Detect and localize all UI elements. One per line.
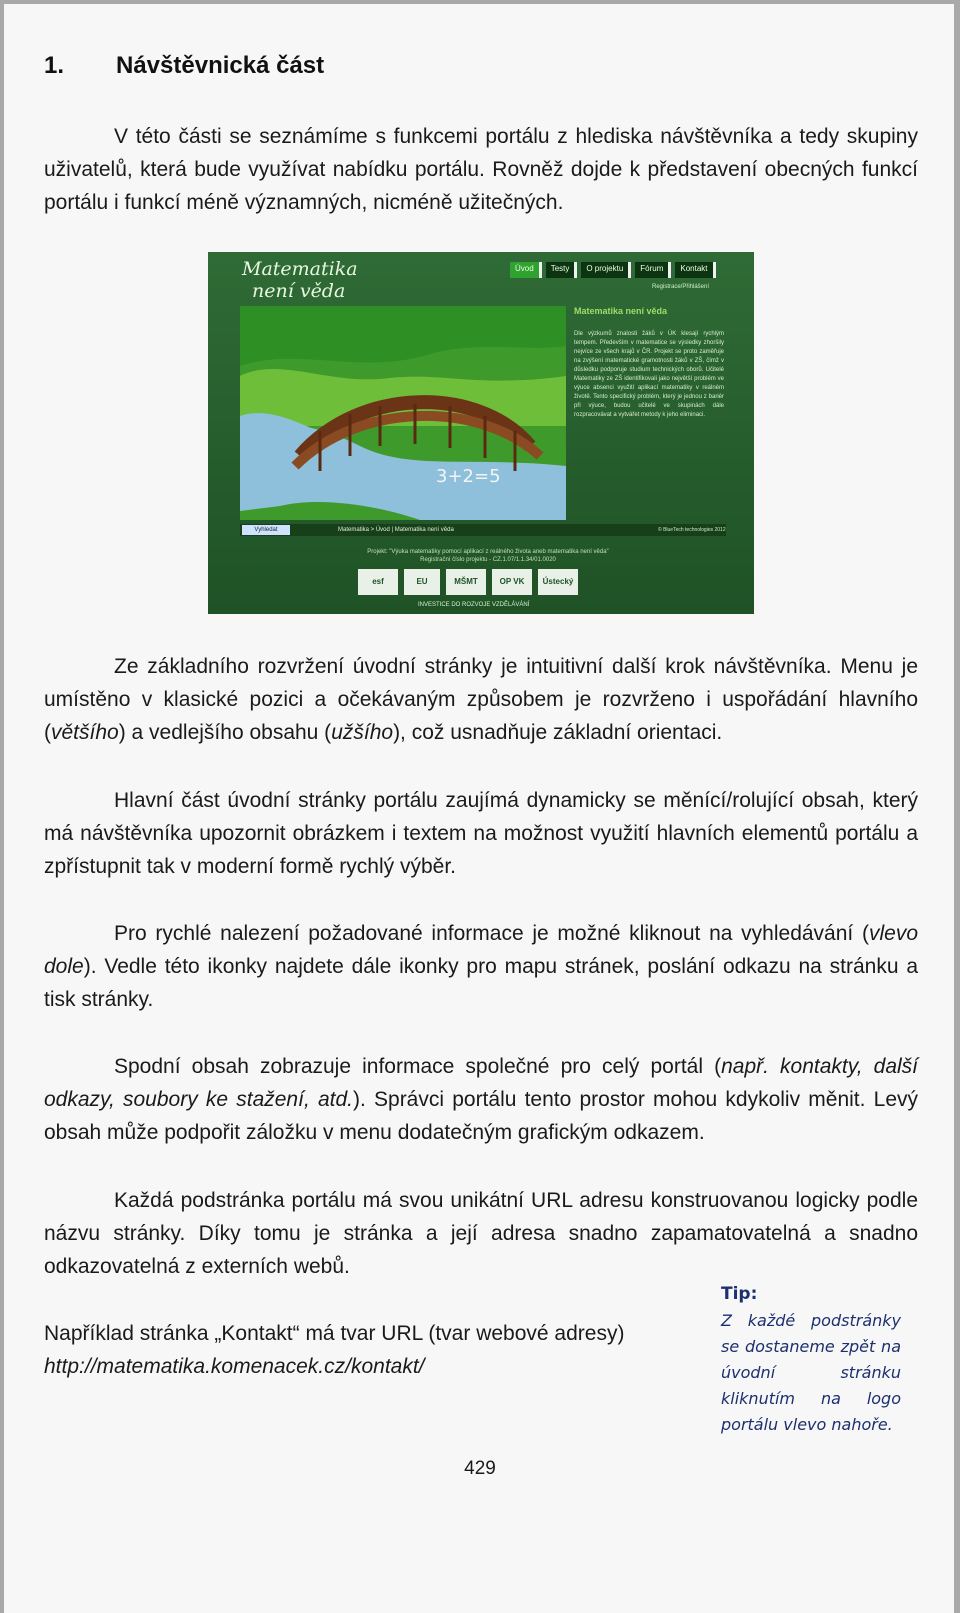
paragraph-search: Pro rychlé nalezení požadované informace je možné kliknout na vyhledávání (vlevo dole). Vedle této ikonky najdete dále ikonky pro mapu stránek, poslání odkazu na stránku a tisk stránky. xyxy=(44,922,918,1011)
paragraph-example: Například stránka „Kontakt“ má tvar URL (tvar webové adresy) http://matematika.komenacek.cz/kontakt/ xyxy=(44,1322,625,1378)
tip-box xyxy=(721,1284,901,1438)
hero-equation: 3+2=5 xyxy=(436,466,501,487)
eu-logo: EU xyxy=(404,569,440,595)
portal-nav-item: Úvod xyxy=(510,262,542,278)
page-number: 429 xyxy=(464,1458,496,1479)
section-heading xyxy=(44,52,324,80)
paragraph-footer-content: Spodní obsah zobrazuje informace společné pro celý portál (např. kontakty, další odkazy, soubory ke stažení, atd.). Správci portálu tento prostor mohou kdykoliv měnit. Levý obsah může podpořit záložku v menu dodatečným grafickým odkazem. xyxy=(44,1055,919,1144)
msmt-logo: MŠMT xyxy=(446,569,486,595)
portal-nav xyxy=(510,262,724,278)
paragraph-layout: Ze základního rozvržení úvodní stránky je intuitivní další krok návštěvníka. Menu je umístěno v klasické pozici a očekávaným způsobem je rozvrženo i uspořádání hlavního (většího) a vedlejšího obsahu (užšího), což usnadňuje základní orientaci. xyxy=(44,655,918,744)
portal-search-button: Vyhledat xyxy=(242,525,290,535)
tip-title: Tip: xyxy=(721,1284,758,1304)
document-page xyxy=(4,4,954,1613)
portal-nav-item: Testy xyxy=(546,262,578,278)
usti-region-logo: Ústecký kraj xyxy=(538,569,578,595)
paragraph-intro-text: V této části se seznámíme s funkcemi portálu z hlediska návštěvníka a tedy skupiny uživatelů, která bude využívat nabídku portálu. Rovněž dojde k představení obecných funkcí portálu i funkcí méně významných, nicméně užitečných. xyxy=(44,125,918,214)
bridge-illustration xyxy=(240,306,566,520)
section-number: 1. xyxy=(44,52,65,79)
paragraph-intro xyxy=(44,120,918,219)
opvk-logo: OP VK xyxy=(492,569,532,595)
portal-breadcrumb: Matematika > Úvod | Matematika není věda xyxy=(338,527,454,533)
esf-logo: esf xyxy=(358,569,398,595)
portal-copyright: © BlueTech technologies 2012 xyxy=(658,527,726,533)
portal-screenshot xyxy=(208,252,754,614)
portal-nav-item: O projektu xyxy=(581,262,631,278)
section-title: Návštěvnická část xyxy=(116,52,325,79)
portal-side-title: Matematika není věda xyxy=(574,306,668,316)
example-url: http://matematika.komenacek.cz/kontakt/ xyxy=(44,1355,425,1378)
paragraph-url: Každá podstránka portálu má svou unikátní URL adresu konstruovanou logicky podle názvu stránky. Díky tomu je stránka a její adresa snadno zapamatovatelná a snadno odkazovatelná z externích webů. xyxy=(44,1189,918,1278)
portal-logo: Matematika není věda xyxy=(242,258,358,302)
portal-footer-slogan: INVESTICE DO ROZVOJE VZDĚLÁVÁNÍ xyxy=(418,602,530,608)
tip-text: Z každé podstránky se dostaneme zpět na úvodní stránku kliknutím na logo portálu vlevo nahoře. xyxy=(721,1311,901,1434)
portal-toolbar xyxy=(240,524,726,536)
portal-nav-item: Fórum xyxy=(635,262,671,278)
portal-project-info: Projekt: "Výuka matematiky pomocí aplikací z reálného života aneb matematika není věda" Registrační číslo projektu - CZ.1.07/1.1.34/01.0020 xyxy=(367,549,609,563)
portal-side-text: Dle výzkumů znalosti žáků v ÚK klesají rychlým tempem. Především v matematice se výsledky zhoršily nejvíce ze všech krajů v ČR. Projekt se proto zaměřuje na zvýšení matematické gramotnosti žáků v ZŠ, čímž v důsledku podporuje studium technických oborů. Učitelé Matematiky ze ZŠ identifikovali jako největší problém ve výuce absenci využití aplikací matematiky v reálném životě. Tento specifický problém, který je jednou z bariér při výuce, budou učitelé ve skupinách dále rozpracovávat a vytvářet metody k jeho eliminaci. xyxy=(574,331,724,418)
portal-registration-link: Registrace/Přihlášení xyxy=(652,284,710,290)
paragraph-main-content: Hlavní část úvodní stránky portálu zaujímá dynamicky se měnící/rolující obsah, který má návštěvníka upozornit obrázkem i textem na možnost využití hlavních elementů portálu a zpřístupnit tak v moderní formě rychlý výběr. xyxy=(44,789,918,878)
portal-nav-item: Kontakt xyxy=(675,262,715,278)
